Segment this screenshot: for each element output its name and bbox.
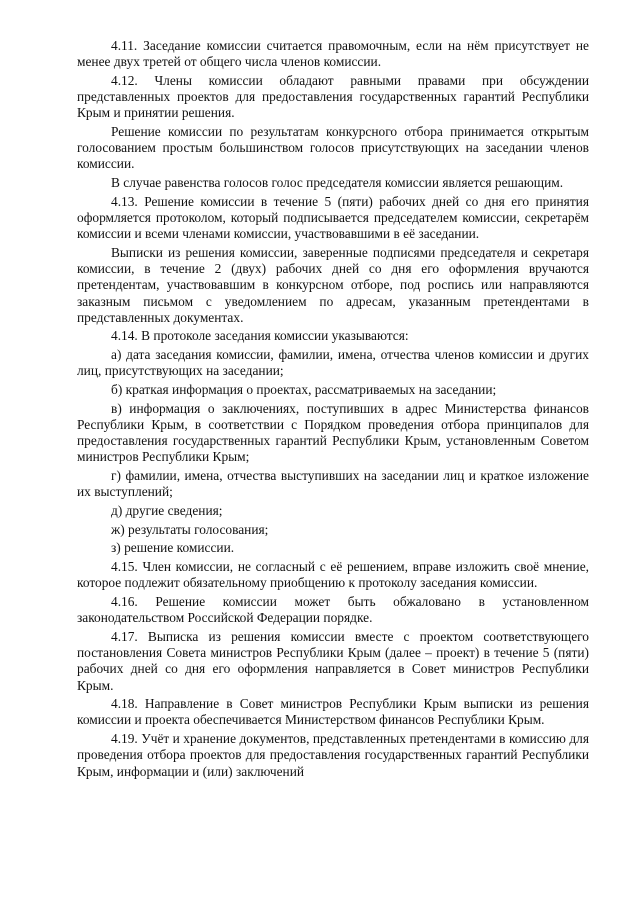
list-item-v: в) информация о заключениях, поступивших в адрес Министерства финансов Республики Крым, в соответствии с Порядком проведения отбора принципалов для предоставления государственных гарантий Республики Крым, установленным Советом министров Республики Крым; xyxy=(77,400,589,465)
list-item-g: г) фамилии, имена, отчества выступивших на заседании лиц и краткое изложение их выступлений; xyxy=(77,468,589,500)
paragraph-4-14: 4.14. В протоколе заседания комиссии указываются: xyxy=(111,328,409,344)
paragraph-tie-vote: В случае равенства голосов голос председателя комиссии является решающим. xyxy=(111,175,564,191)
list-item-zh: ж) результаты голосования; xyxy=(111,521,269,537)
paragraph-4-13: 4.13. Решение комиссии в течение 5 (пяти) рабочих дней со дня его принятия оформляется протоколом, который подписывается председателем комиссии, секретарём комиссии и всеми членами комиссии, участвовавшими в её заседании. xyxy=(77,193,589,242)
paragraph-4-16: 4.16. Решение комиссии может быть обжаловано в установленном законодательством Российской Федерации порядке. xyxy=(77,594,589,626)
paragraph-4-15: 4.15. Член комиссии, не согласный с её решением, вправе изложить своё мнение, которое подлежит обязательному приобщению к протоколу заседания комиссии. xyxy=(77,559,589,591)
paragraph-4-18: 4.18. Направление в Совет министров Республики Крым выписки из решения комиссии и проекта обеспечивается Министерством финансов Республики Крым. xyxy=(77,696,589,728)
list-item-b: б) краткая информация о проектах, рассматриваемых на заседании; xyxy=(111,382,497,398)
paragraph-4-17: 4.17. Выписка из решения комиссии вместе с проектом соответствующего постановления Совета министров Республики Крым (далее – проект) в течение 5 (пяти) рабочих дней со дня его оформления направляется в Совет министров Республики Крым. xyxy=(77,628,589,693)
paragraph-4-19: 4.19. Учёт и хранение документов, представленных претендентами в комиссию для проведения отбора проектов для предоставления государственных гарантий Республики Крым, информации и (или) заключений xyxy=(77,731,589,779)
paragraph-4-11: 4.11. Заседание комиссии считается правомочным, если на нём присутствует не менее двух третей от общего числа членов комиссии. xyxy=(77,38,589,70)
paragraph-decision-voting: Решение комиссии по результатам конкурсного отбора принимается открытым голосованием простым большинством голосов присутствующих на заседании членов комиссии. xyxy=(77,124,589,172)
list-item-a: а) дата заседания комиссии, фамилии, имена, отчества членов комиссии и других лиц, присутствующих на заседании; xyxy=(77,347,589,379)
paragraph-extracts: Выписки из решения комиссии, заверенные подписями председателя и секретаря комиссии, в течение 2 (двух) рабочих дней со дня его оформления вручаются претендентам, участвовавшим в конкурсном отборе, под роспись или направляются заказным письмом с уведомлением по адресам, указанным претендентами в представленных документах. xyxy=(77,244,589,325)
list-item-d: д) другие сведения; xyxy=(111,502,223,518)
document-body xyxy=(77,38,589,782)
paragraph-4-12: 4.12. Члены комиссии обладают равными правами при обсуждении представленных проектов для предоставления государственных гарантий Республики Крым и принятии решения. xyxy=(77,72,589,121)
list-item-z: з) решение комиссии. xyxy=(111,540,235,556)
